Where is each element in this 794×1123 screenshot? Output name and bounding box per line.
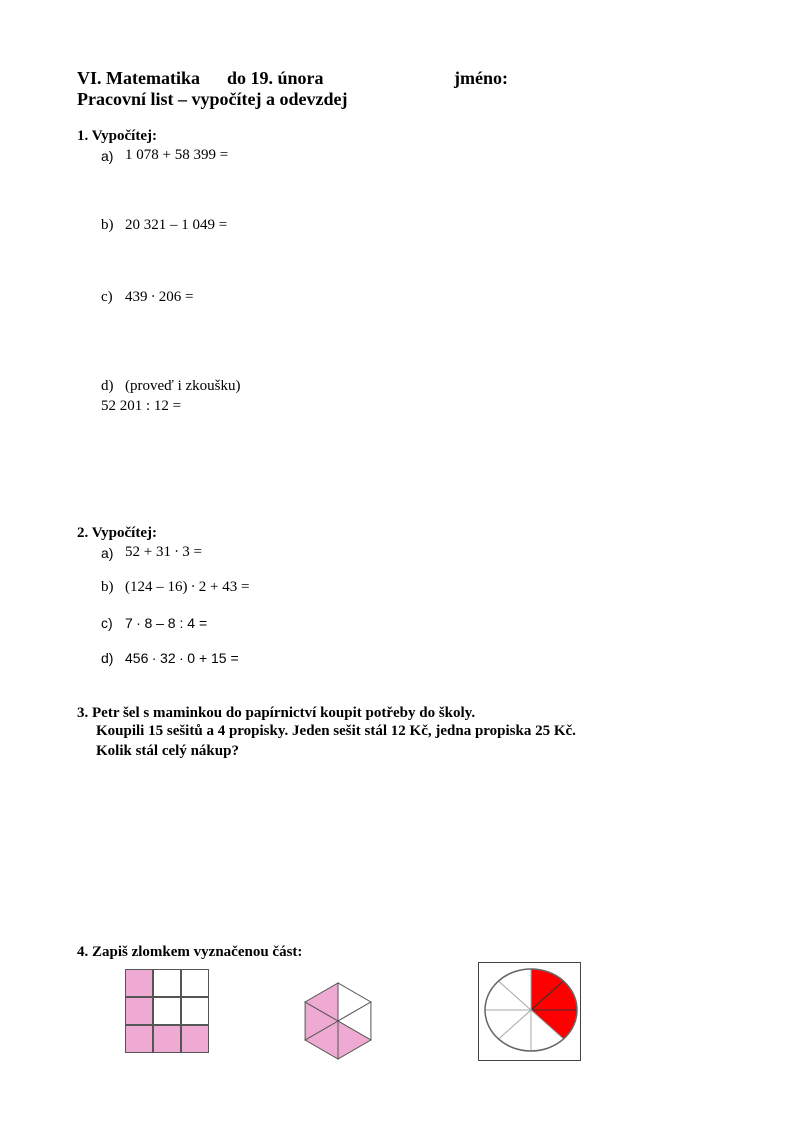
task2-item-a-expr: 52 + 31 ∙ 3 = (125, 544, 202, 560)
task1-item-c-expr: 439 ∙ 206 = (125, 289, 194, 305)
task2-item-d-label: d) (101, 650, 114, 666)
grid-cell-shaded (126, 998, 153, 1025)
grid-fraction-figure (125, 969, 209, 1053)
task2-item-b-label: b) (101, 579, 114, 595)
task1-item-d-note: (proveď i zkoušku) (125, 378, 241, 394)
task1-item-c-label: c) (101, 289, 113, 305)
worksheet-title: VI. Matematika (77, 68, 200, 88)
grid-cell (154, 998, 181, 1025)
task1-heading: 1. Vypočítej: (77, 128, 157, 144)
grid-cell-shaded (154, 1026, 181, 1053)
task4-heading: 4. Zapiš zlomkem vyznačenou část: (77, 944, 303, 960)
hexagon-fraction-figure (296, 975, 380, 1067)
task1-item-b-expr: 20 321 – 1 049 = (125, 217, 228, 233)
task2-heading: 2. Vypočítej: (77, 525, 157, 541)
task3-line3: Kolik stál celý nákup? (96, 743, 239, 759)
task1-item-a-label: a) (101, 148, 114, 164)
grid-cell-shaded (182, 1026, 209, 1053)
grid-cell (182, 970, 209, 997)
task2-item-c-expr: 7 ∙ 8 – 8 : 4 = (125, 615, 208, 631)
task1-item-b-label: b) (101, 217, 114, 233)
circle-fraction-figure (478, 962, 582, 1062)
task3-line1: 3. Petr šel s maminkou do papírnictví koupit potřeby do školy. (77, 705, 476, 721)
grid-cell (154, 970, 181, 997)
grid-cell-shaded (126, 1026, 153, 1053)
name-label: jméno: (454, 68, 508, 88)
task3-line2: Koupili 15 sešitů a 4 propisky. Jeden sešit stál 12 Kč, jedna propiska 25 Kč. (96, 723, 576, 739)
task1-item-d-label: d) (101, 378, 114, 394)
deadline: do 19. února (227, 68, 324, 88)
grid-cell-shaded (126, 970, 153, 997)
task1-item-a-expr: 1 078 + 58 399 = (125, 147, 229, 163)
task2-item-c-label: c) (101, 615, 113, 631)
grid-cell (182, 998, 209, 1025)
task2-item-a-label: a) (101, 545, 114, 561)
worksheet-subtitle: Pracovní list – vypočítej a odevzdej (77, 89, 348, 109)
task2-item-d-expr: 456 ∙ 32 ∙ 0 + 15 = (125, 650, 239, 666)
task1-item-d-expr: 52 201 : 12 = (101, 398, 182, 414)
task2-item-b-expr: (124 – 16) ∙ 2 + 43 = (125, 579, 250, 595)
